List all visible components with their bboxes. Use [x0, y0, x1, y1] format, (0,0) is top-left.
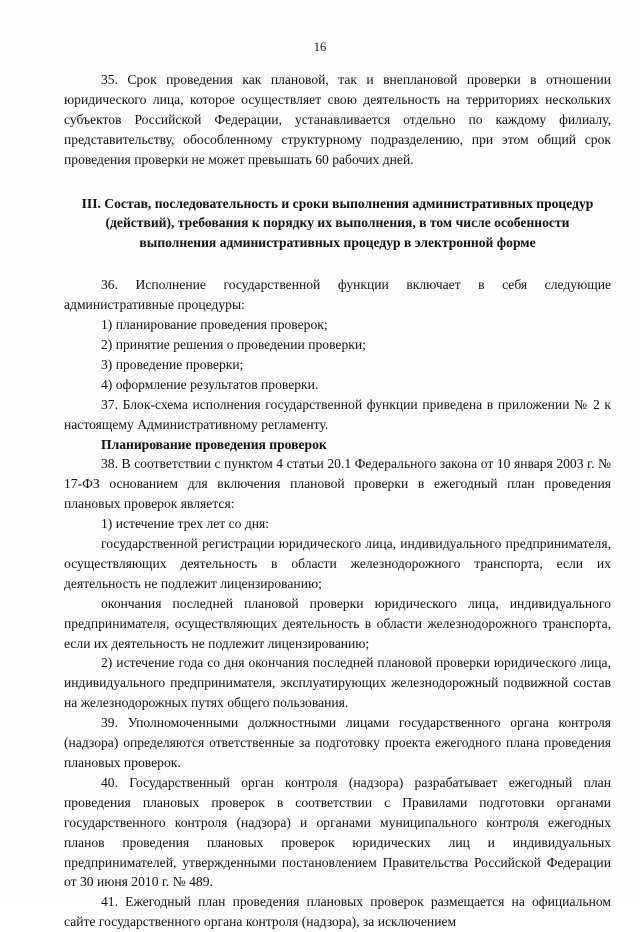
paragraph-38-2: 2) истечение года со дня окончания последней плановой проверки юридического лица, индивидуального предпринимателя, эксплуатирующих железнодорожный подвижной состав на железнодорожных путях общего пользования.: [64, 655, 611, 711]
paragraph-41: 41. Ежегодный план проведения плановых проверок размещается на официальном сайте государственного органа контроля (надзора), за исключением: [64, 894, 611, 930]
page-number: 16: [313, 40, 327, 54]
paragraph-40: 40. Государственный орган контроля (надзора) разрабатывает ежегодный план проведения плановых проверок в соответствии с Правилами подготовки органами государственного контроля (надзора) и органами муниципального контроля ежегодных планов проведения плановых проверок юридических лиц и индивидуальных предпринимателей, утвержденными постановлением Правительства Российской Федерации от 30 июня 2010 г. № 489.: [64, 774, 611, 890]
procedure-item-3: 3) проведение проверки;: [101, 356, 244, 372]
paragraph-38: 38. В соответствии с пунктом 4 статьи 20.1 Федерального закона от 10 января 2003 г. № 17-ФЗ основанием для включения плановой проверки в ежегодный план проведения плановых проверок является:: [64, 456, 611, 512]
paragraph-35: 35. Срок проведения как плановой, так и внеплановой проверки в отношении юридического лица, которое осуществляет свою деятельность на территориях нескольких субъектов Российской Федерации, устанавливается отдельно по каждому филиалу, представительству, обособленному структурному подразделению, при этом общий срок проведения проверки не может превышать 60 рабочих дней.: [64, 72, 611, 167]
paragraph-38-1b: окончания последней плановой проверки юридического лица, индивидуального предпринимателя, осуществляющих деятельность в области железнодорожного транспорта, если их деятельность не подлежит лицензированию;: [64, 595, 611, 651]
paragraph-36: 36. Исполнение государственной функции включает в себя следующие административные процедуры:: [64, 277, 611, 313]
paragraph-38-1: 1) истечение трех лет со дня:: [101, 516, 270, 532]
procedure-item-4: 4) оформление результатов проверки.: [101, 376, 319, 392]
paragraph-38-1a: государственной регистрации юридического лица, индивидуального предпринимателя, осуществляющих деятельность в области железнодорожного транспорта, если их деятельность не подлежит лицензированию;: [64, 536, 611, 591]
paragraph-37: 37. Блок-схема исполнения государственной функции приведена в приложении № 2 к настоящему Административному регламенту.: [64, 396, 611, 432]
paragraph-39: 39. Уполномоченными должностными лицами государственного органа контроля (надзора) определяются ответственные за подготовку проекта ежегодного плана проведения плановых проверок.: [64, 715, 611, 770]
section-heading: III. Состав, последовательность и сроки выполнения административных процедур (действий), требования к порядку их выполнения, в том числе особенности выполнения административных процедур в электронной форме: [81, 195, 594, 251]
procedure-item-1: 1) планирование проведения проверок;: [101, 317, 328, 333]
planning-subheading: Планирование проведения проверок: [101, 436, 327, 452]
document-body: [64, 70, 611, 932]
procedure-item-2: 2) принятие решения о проведении проверки;: [101, 336, 366, 352]
